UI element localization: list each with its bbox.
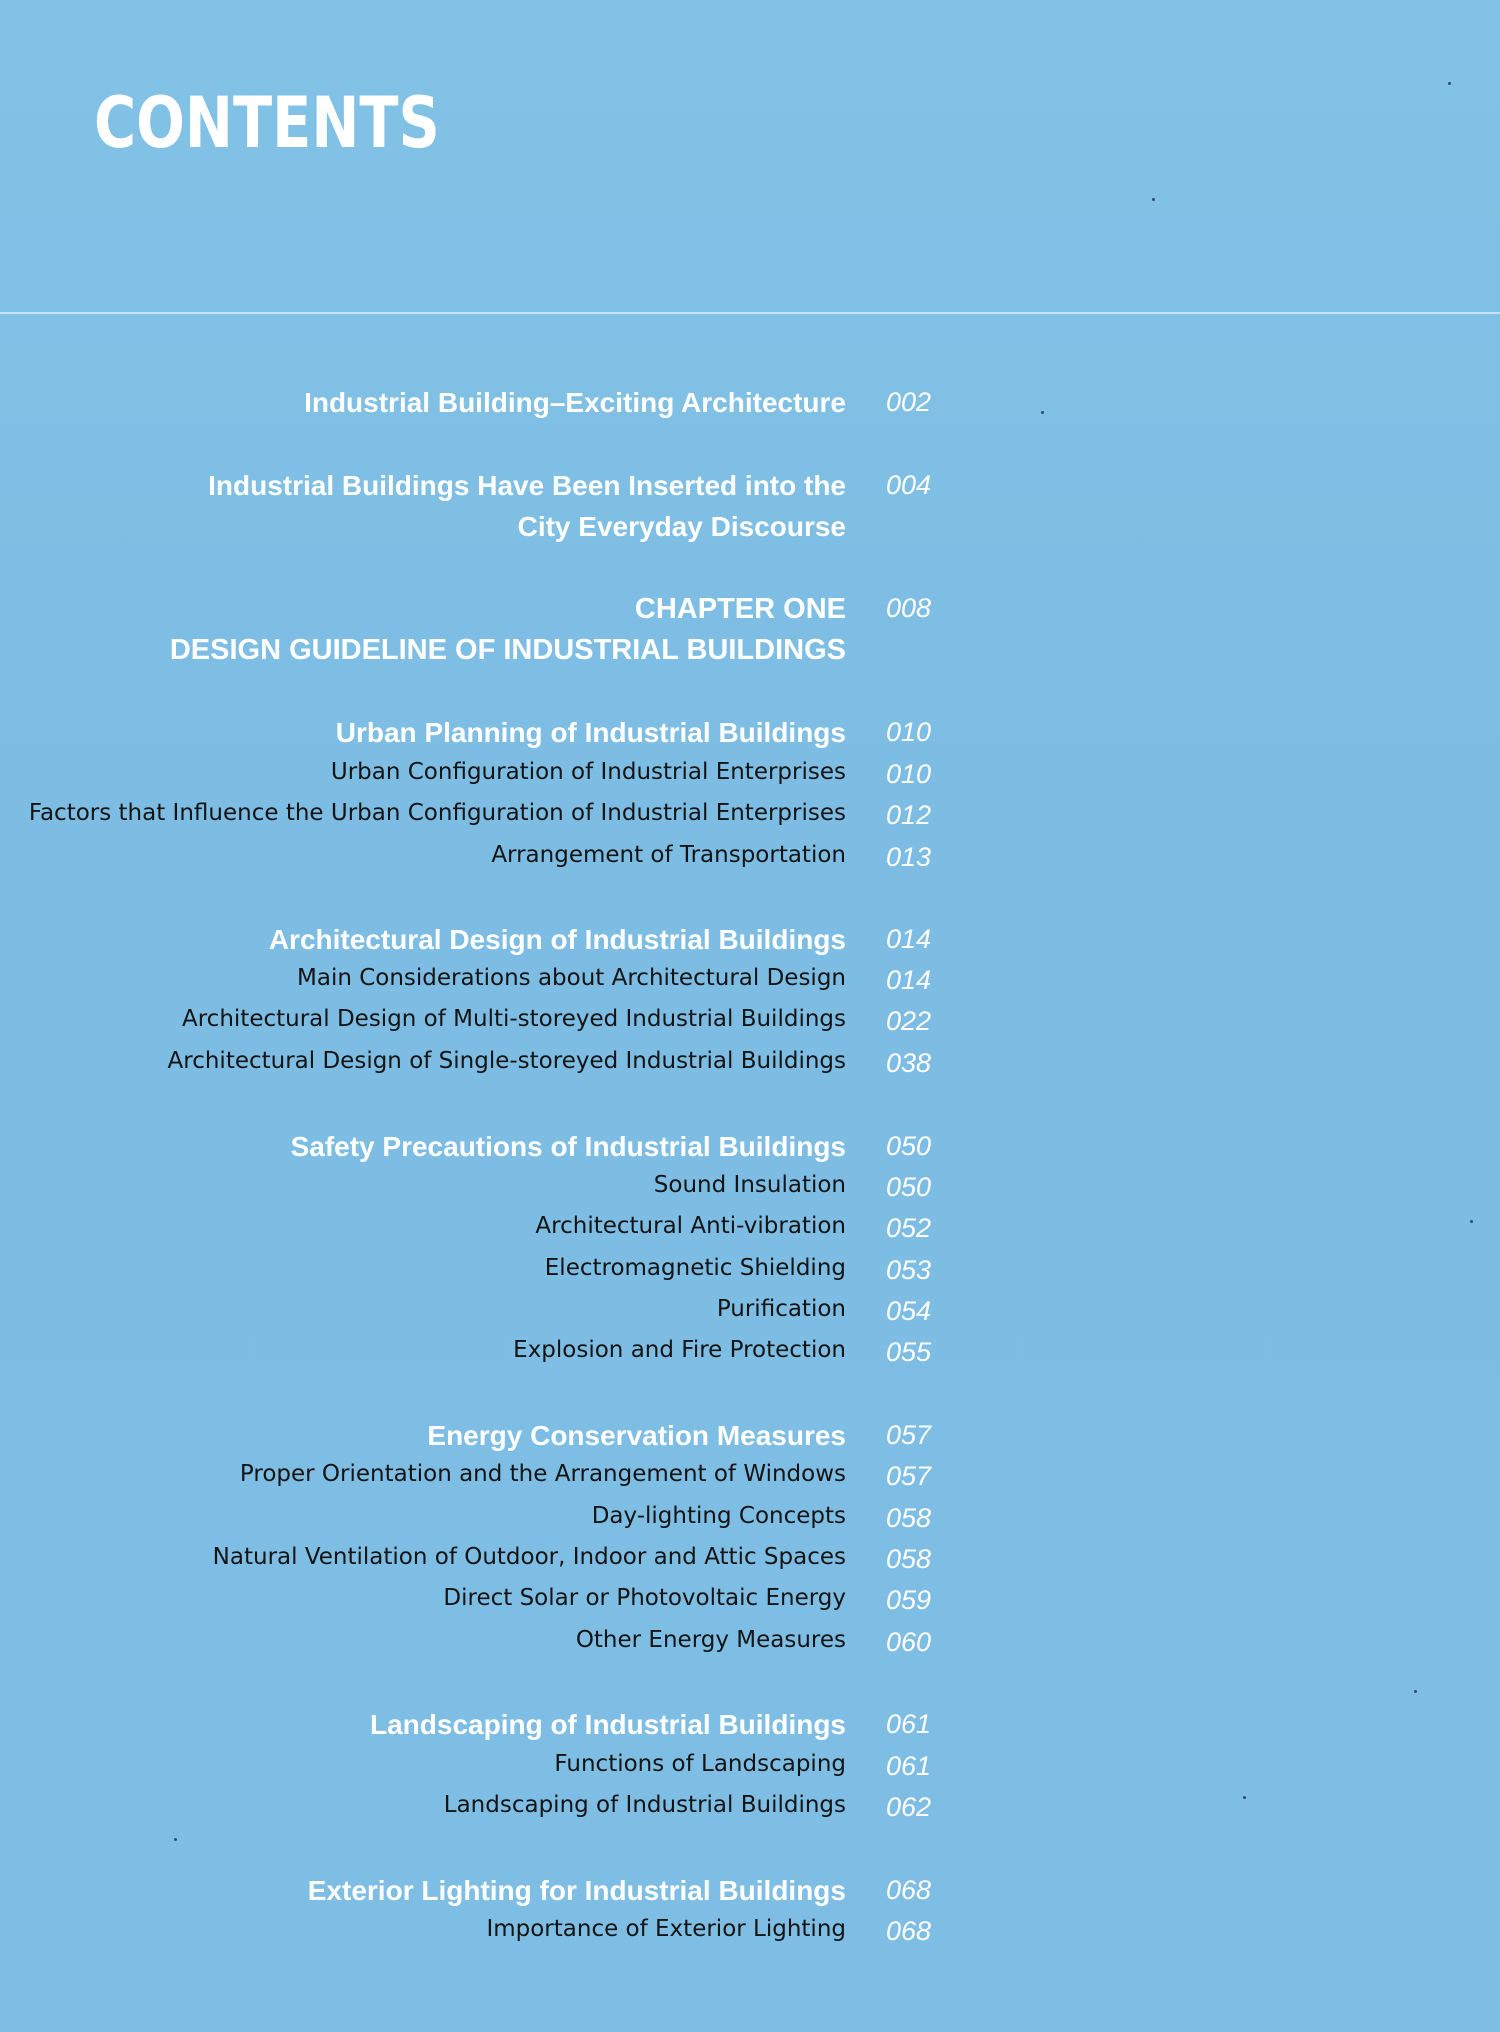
entry-title: Industrial Buildings Have Been Inserted into the [208, 470, 846, 501]
toc-subentry[interactable] [0, 1172, 1500, 1214]
paper-speck [1448, 82, 1451, 85]
chapter-heading[interactable] [0, 593, 1500, 635]
entry-title: Importance of Exterior Lighting [486, 1916, 846, 1942]
entry-page-number: 022 [886, 1006, 932, 1036]
entry-page-number: 058 [886, 1503, 932, 1533]
toc-entry[interactable] [0, 1420, 1500, 1462]
entry-page-number: 059 [886, 1585, 932, 1615]
entry-page-number: 014 [886, 965, 932, 995]
toc-subentry[interactable] [0, 800, 1500, 842]
entry-page-number: 050 [886, 1172, 932, 1202]
entry-page-number: 010 [886, 717, 932, 747]
toc-subentry[interactable] [0, 1006, 1500, 1048]
toc-entry[interactable] [0, 1875, 1500, 1917]
toc-subentry[interactable] [0, 842, 1500, 884]
entry-title: Direct Solar or Photovoltaic Energy [443, 1585, 846, 1611]
entry-title: Main Considerations about Architectural Design [297, 965, 846, 991]
toc-subentry[interactable] [0, 1296, 1500, 1338]
entry-title: Arrangement of Transportation [491, 842, 846, 868]
toc-subentry[interactable] [0, 1916, 1500, 1958]
entry-page-number: 060 [886, 1627, 932, 1657]
toc-subentry[interactable] [0, 1048, 1500, 1090]
entry-title: Architectural Design of Multi-storeyed Industrial Buildings [182, 1006, 846, 1032]
toc-entry[interactable] [0, 470, 1500, 512]
paper-speck [1414, 1690, 1417, 1693]
toc-subentry[interactable] [0, 1213, 1500, 1255]
paper-speck [1243, 1796, 1246, 1799]
toc-subentry[interactable] [0, 1503, 1500, 1545]
entry-title: Purification [716, 1296, 846, 1322]
paper-speck [174, 1838, 177, 1841]
entry-title: Other Energy Measures [575, 1627, 846, 1653]
toc-subentry[interactable] [0, 1627, 1500, 1669]
entry-page-number: 055 [886, 1337, 932, 1367]
entry-title: Landscaping of Industrial Buildings [443, 1792, 846, 1818]
toc-subentry[interactable] [0, 1792, 1500, 1834]
entry-page-number: 004 [886, 470, 932, 500]
entry-title: City Everyday Discourse [517, 511, 846, 542]
entry-page-number: 010 [886, 759, 932, 789]
entry-title: Sound Insulation [653, 1172, 846, 1198]
entry-title: Factors that Influence the Urban Configuration of Industrial Enterprises [28, 800, 846, 826]
chapter-title-row [0, 634, 1500, 676]
toc-subentry[interactable] [0, 759, 1500, 801]
toc-subentry[interactable] [0, 1585, 1500, 1627]
entry-page-number: 053 [886, 1255, 932, 1285]
toc-entry-continuation [0, 511, 1500, 553]
entry-page-number: 012 [886, 800, 932, 830]
entry-title: Electromagnetic Shielding [544, 1255, 846, 1281]
entry-page-number: 052 [886, 1213, 932, 1243]
toc-entry[interactable] [0, 387, 1500, 429]
entry-title: Exterior Lighting for Industrial Buildings [307, 1875, 846, 1906]
entry-title: Landscaping of Industrial Buildings [369, 1709, 846, 1740]
toc-subentry[interactable] [0, 1461, 1500, 1503]
entry-page-number: 038 [886, 1048, 932, 1078]
toc-subentry[interactable] [0, 1751, 1500, 1793]
entry-page-number: 002 [886, 387, 932, 417]
entry-page-number: 057 [886, 1461, 932, 1491]
entry-page-number: 008 [886, 593, 932, 623]
page-title: CONTENTS [94, 82, 440, 164]
toc-entry[interactable] [0, 1131, 1500, 1173]
entry-title: Architectural Anti-vibration [535, 1213, 846, 1239]
entry-title: Architectural Design of Single-storeyed Industrial Buildings [167, 1048, 846, 1074]
entry-title: Energy Conservation Measures [427, 1420, 846, 1451]
entry-page-number: 068 [886, 1875, 932, 1905]
chapter-number: CHAPTER ONE [634, 593, 846, 625]
entry-title: Functions of Landscaping [554, 1751, 846, 1777]
entry-page-number: 013 [886, 842, 932, 872]
chapter-title: DESIGN GUIDELINE OF INDUSTRIAL BUILDINGS [169, 634, 846, 666]
toc-subentry[interactable] [0, 965, 1500, 1007]
paper-speck [1041, 411, 1044, 414]
entry-page-number: 061 [886, 1751, 932, 1781]
entry-title: Natural Ventilation of Outdoor, Indoor and Attic Spaces [212, 1544, 846, 1570]
entry-page-number: 050 [886, 1131, 932, 1161]
entry-title: Urban Configuration of Industrial Enterprises [330, 759, 846, 785]
entry-title: Day-lighting Concepts [591, 1503, 846, 1529]
paper-speck [1152, 198, 1155, 201]
entry-title: Urban Planning of Industrial Buildings [335, 717, 846, 748]
entry-page-number: 054 [886, 1296, 932, 1326]
toc-entry[interactable] [0, 717, 1500, 759]
entry-page-number: 057 [886, 1420, 932, 1450]
entry-page-number: 058 [886, 1544, 932, 1574]
toc-subentry[interactable] [0, 1544, 1500, 1586]
toc-subentry[interactable] [0, 1255, 1500, 1297]
toc-entry[interactable] [0, 1709, 1500, 1751]
entry-page-number: 014 [886, 924, 932, 954]
entry-title: Explosion and Fire Protection [513, 1337, 846, 1363]
entry-title: Architectural Design of Industrial Buildings [268, 924, 846, 955]
toc-entry[interactable] [0, 924, 1500, 966]
entry-title: Industrial Building–Exciting Architecture [304, 387, 846, 418]
entry-page-number: 061 [886, 1709, 932, 1739]
entry-title: Safety Precautions of Industrial Buildings [290, 1131, 846, 1162]
toc-subentry[interactable] [0, 1337, 1500, 1379]
entry-page-number: 068 [886, 1916, 932, 1946]
entry-page-number: 062 [886, 1792, 932, 1822]
paper-speck [1470, 1220, 1473, 1223]
entry-title: Proper Orientation and the Arrangement of Windows [239, 1461, 846, 1487]
